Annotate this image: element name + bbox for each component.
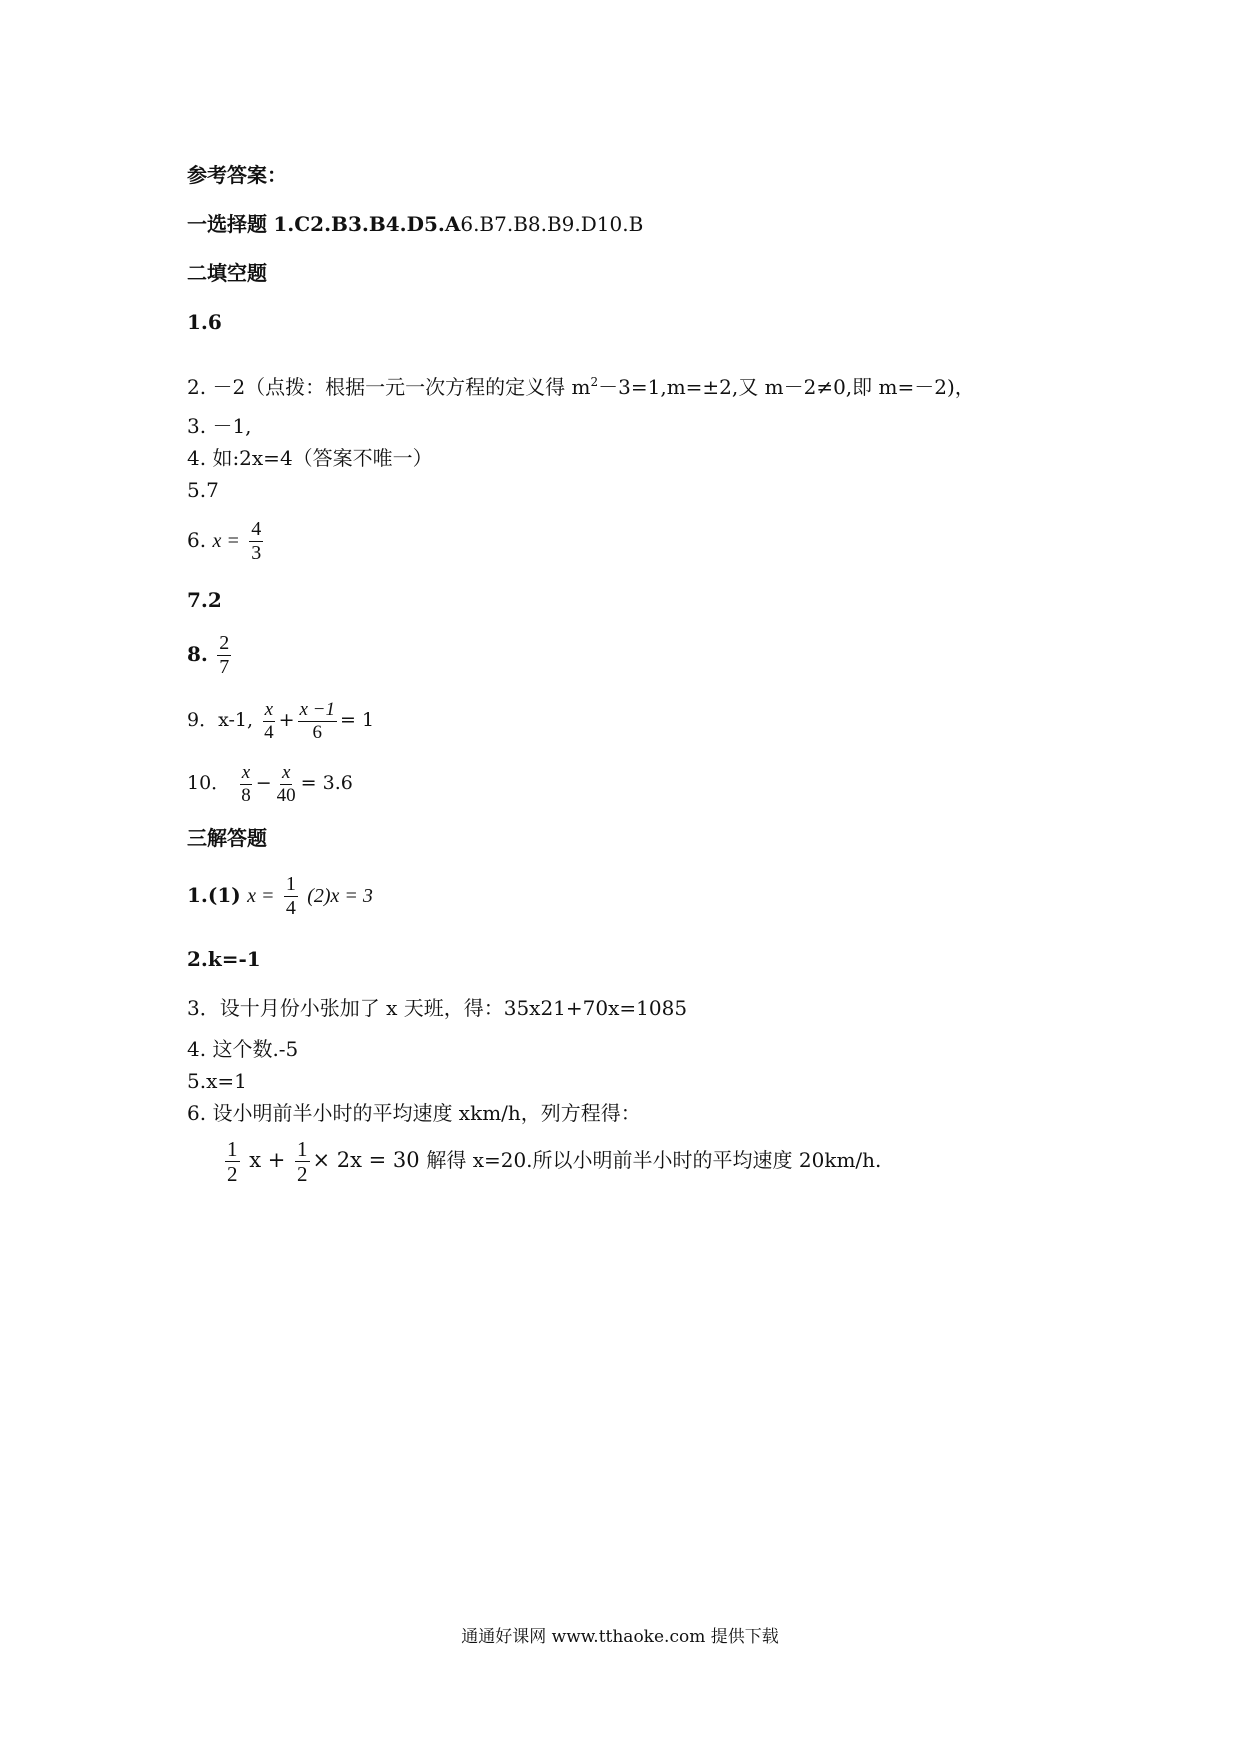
fraction: $\frac{1}{2}$ xyxy=(227,1136,238,1186)
fill-answer-1: 1.6 xyxy=(187,310,222,334)
fill-answer-10: 10． $\frac{x}{8}$ − $\frac{x}{40}$ = 3.6 xyxy=(187,761,353,806)
solve-answer-4: 4. 这个数.-5 xyxy=(187,1037,299,1061)
solve-answer-5: 5.x=1 xyxy=(187,1069,247,1093)
fraction: $\frac{1}{4}$ xyxy=(285,873,296,919)
fill-answer-2: 2. －2（点拨：根据一元一次方程的定义得 $m^2-3=1,m=\pm 2$,又 m－2≠0,即 m=－2)， xyxy=(187,375,975,399)
solve-answer-1: 1.(1) x = $\frac{1}{4}$ (2)x = 3 xyxy=(187,873,373,919)
fill-answer-3: 3. －1, xyxy=(187,414,252,438)
solve-answer-3: 3．设十月份小张加了 x 天班，得：35x21+70x=1085 xyxy=(187,996,688,1020)
fill-answer-6: 6. x = $\frac{4}{3}$ xyxy=(187,518,262,564)
fraction: $\frac{x}{4}$ xyxy=(264,698,274,743)
fill-answer-5: 5.7 xyxy=(187,478,219,502)
fraction: $\frac{x}{8}$ xyxy=(241,761,251,806)
multiple-choice-answers xyxy=(187,212,643,236)
fraction: $\frac{x -1}{6}$ xyxy=(299,698,336,743)
fraction: $\frac{x}{40}$ xyxy=(276,761,296,806)
choice-answers-bold: 1.C2.B3.B4.D5.A xyxy=(273,212,461,236)
solve-answer-6-equation: $\frac{1}{2}$ x + $\frac{1}{2}$ × 2x = 30 解得 x=20.所以小明前半小时的平均速度 20km/h. xyxy=(227,1136,882,1186)
answer-key-title: 参考答案： xyxy=(187,163,287,187)
fill-answer-9: 9．x-1, $\frac{x}{4}$ + $\frac{x -1}{6}$ = 1 xyxy=(187,698,375,743)
fill-answer-7: 7.2 xyxy=(187,588,222,612)
choice-answers-normal: 6.B7.B8.B9.D10.B xyxy=(460,212,644,236)
section-label: 一选择题 xyxy=(187,212,267,236)
fill-answer-8: 8. $\frac{2}{7}$ xyxy=(187,632,230,678)
solve-answer-2: 2.k=-1 xyxy=(187,947,261,971)
solve-answer-6-intro: 6. 设小明前半小时的平均速度 xkm/h，列方程得： xyxy=(187,1101,641,1125)
section-title: 三解答题 xyxy=(187,826,267,850)
fraction: $\frac{4}{3}$ xyxy=(251,518,262,564)
page-footer: 通通好课网 www.tthaoke.com 提供下载 xyxy=(461,1627,779,1647)
fraction: $\frac{1}{2}$ xyxy=(297,1136,308,1186)
fraction: $\frac{2}{7}$ xyxy=(219,632,230,678)
section-title: 二填空题 xyxy=(187,261,267,285)
fill-answer-4: 4. 如:2x=4（答案不唯一） xyxy=(187,446,433,470)
